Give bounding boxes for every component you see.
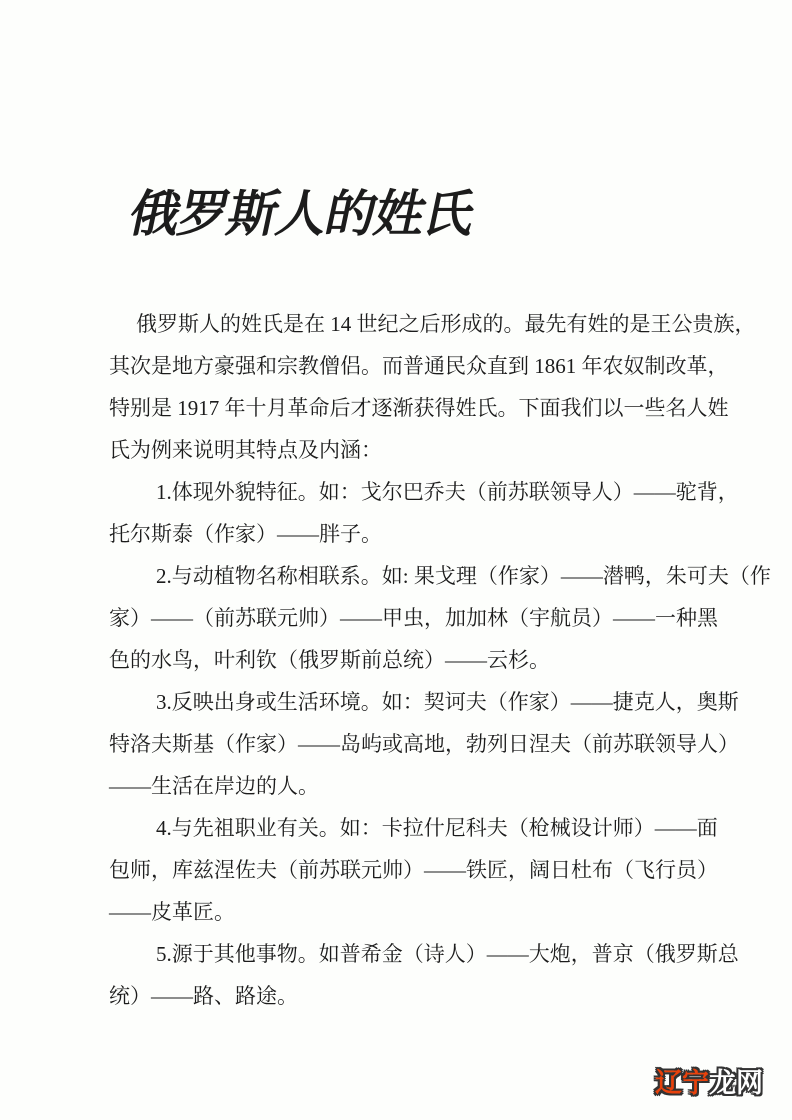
watermark-longwang: 龙网 (709, 1068, 763, 1098)
body-line: 4.与先祖职业有关。如：卡拉什尼科夫（枪械设计师）——面 (156, 816, 718, 840)
body-line: 其次是地方豪强和宗教僧侣。而普通民众直到 1861 年农奴制改革， (109, 354, 729, 378)
body-line: 托尔斯泰（作家）——胖子。 (109, 522, 382, 546)
body-line: 特别是 1917 年十月革命后才逐渐获得姓氏。下面我们以一些名人姓 (109, 396, 729, 420)
body-line: 俄罗斯人的姓氏是在 14 世纪之后形成的。最先有姓的是王公贵族， (136, 312, 756, 336)
body-line: 家）——（前苏联元帅）——甲虫，加加林（宇航员）——一种黑 (109, 606, 718, 630)
watermark-liaoning: 辽宁 (655, 1068, 709, 1098)
body-line: 包师，库兹涅佐夫（前苏联元帅）——铁匠，阔日杜布（飞行员） (109, 858, 718, 882)
body-line: 特洛夫斯基（作家）——岛屿或高地，勃列日涅夫（前苏联领导人） (109, 732, 739, 756)
body-line: ——皮革匠。 (109, 900, 235, 924)
document-title: 俄罗斯人的姓氏 (124, 185, 480, 242)
watermark (655, 1069, 763, 1099)
body-line: 5.源于其他事物。如普希金（诗人）——大炮，普京（俄罗斯总 (156, 942, 739, 966)
document-body (109, 303, 771, 1017)
body-line: 色的水鸟，叶利钦（俄罗斯前总统）——云杉。 (109, 648, 550, 672)
body-line: 氏为例来说明其特点及内涵： (109, 438, 382, 462)
body-line: 统）——路、路途。 (109, 984, 298, 1008)
body-line: 1.体现外貌特征。如：戈尔巴乔夫（前苏联领导人）——驼背， (156, 480, 739, 504)
body-line: ——生活在岸边的人。 (109, 774, 319, 798)
body-line: 3.反映出身或生活环境。如：契诃夫（作家）——捷克人，奥斯 (156, 690, 739, 714)
body-line: 2.与动植物名称相联系。如: 果戈理（作家）——潜鸭，朱可夫（作 (156, 564, 771, 588)
